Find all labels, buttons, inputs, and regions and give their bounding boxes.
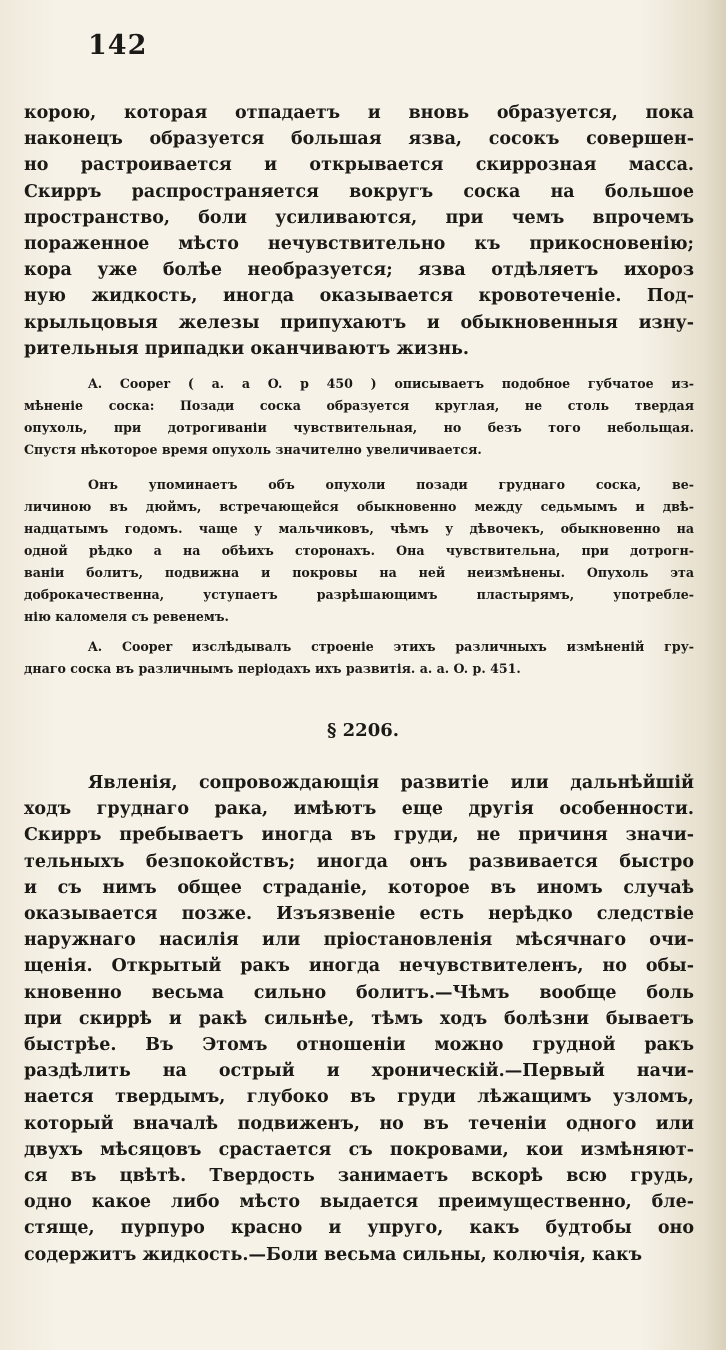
footnote-1 — [24, 373, 694, 461]
text-line: пораженное мѣсто нечувствительно къ прикосновенію; — [24, 234, 694, 255]
text-line: крыльцовыя железы припухаютъ и обыкновенныя изну- — [24, 312, 694, 333]
text-line: содержитъ жидкость.—Боли весьма сильны, колючія, какъ — [24, 1244, 643, 1265]
page-number: 142 — [88, 30, 148, 61]
text-line: быстрѣе. Въ Этомъ отношеніи можно грудной ракъ — [24, 1035, 694, 1056]
text-line: днаго соска въ различнымъ періодахъ ихъ развитія. a. a. O. p. 451. — [24, 661, 521, 676]
text-line: мѣненіе соска: Позади соска образуется круглая, не столь твердая — [24, 398, 694, 413]
text-line: нію каломеля съ ревенемъ. — [24, 609, 229, 624]
text-line: Скирръ распространяется вокругъ соска на большое — [24, 181, 694, 202]
text-line: A. Cooper ( a. a O. p 450 ) описываетъ подобное губчатое из- — [88, 376, 694, 391]
text-line: кора уже болѣе необразуется; язва отдѣляетъ ихороз — [24, 260, 694, 281]
section-heading: § 2206. — [326, 720, 400, 741]
text-line: одно какое либо мѣсто выдается преимущественно, бле- — [24, 1192, 694, 1213]
text-line: наконецъ образуется большая язва, сосокъ совершен- — [24, 129, 694, 150]
text-line: ся въ цвѣтѣ. Твердость занимаетъ вскорѣ всю грудь, — [24, 1166, 694, 1187]
text-line: тельныхъ безпокойствъ; иногда онъ развивается быстро — [24, 851, 694, 872]
text-line: личиною въ дюймъ, встречающейся обыкновенно между седьмымъ и двѣ- — [24, 499, 694, 514]
text-line: стяще, пурпуро красно и упруго, какъ будтобы оно — [24, 1218, 694, 1239]
text-line: пространство, боли усиливаются, при чемъ впрочемъ — [24, 207, 694, 228]
paragraph-main-1 — [24, 100, 694, 362]
text-line: доброкачественна, уступаетъ разрѣшающимъ пластырямъ, употребле- — [24, 587, 694, 602]
footnote-2 — [24, 474, 694, 628]
text-line: одной рѣдко а на обѣихъ сторонахъ. Она чувствительна, при дотрогн- — [24, 543, 694, 558]
text-line: щенія. Открытый ракъ иногда нечувствителенъ, но обы- — [24, 956, 694, 977]
text-line: который вначалѣ подвиженъ, но въ теченіи одного или — [24, 1113, 694, 1134]
text-line: но растроивается и открывается скиррозная масса. — [24, 155, 694, 176]
text-line: A. Cooper изслѣдывалъ строеніе этихъ различныхъ измѣненій гру- — [88, 639, 694, 654]
text-line: корою, которая отпадаетъ и вновь образуется, пока — [24, 103, 694, 123]
text-line: и съ нимъ общее страданіе, которое въ иномъ случаѣ — [24, 877, 694, 898]
text-line: при скиррѣ и ракѣ сильнѣе, тѣмъ ходъ болѣзни бываетъ — [24, 1008, 694, 1029]
text-line: кновенно весьма сильно болитъ.—Чѣмъ вообще боль — [24, 982, 694, 1003]
paragraph-main-2 — [24, 770, 694, 1268]
text-line: Онъ упоминаетъ объ опухоли позади груднаго соска, ве- — [88, 477, 694, 492]
text-line: двухъ мѣсяцовъ срастается съ покровами, кои измѣняют- — [24, 1139, 694, 1160]
text-line: рительныя припадки оканчиваютъ жизнь. — [24, 338, 469, 359]
text-line: Скирръ пребываетъ иногда въ груди, не причиня значи- — [24, 825, 694, 846]
text-line: ходъ груднаго рака, имѣютъ еще другія особенности. — [24, 799, 694, 820]
text-line: ную жидкость, иногда оказывается кровотеченіе. Под- — [24, 286, 694, 307]
text-line: надцатымъ годомъ. чаще у мальчиковъ, чѣмъ у дѣвочекъ, обыкновенно на — [24, 521, 694, 536]
text-line: опухоль, при дотрогиваніи чувствительная, но безъ того небольщая. — [24, 420, 694, 435]
text-line: нается твердымъ, глубоко въ груди лѣжащимъ узломъ, — [24, 1087, 694, 1108]
text-line: наружнаго насилія или пріостановленія мѣсячнаго очи- — [24, 930, 694, 951]
text-line: раздѣлить на острый и хроническій.—Первый начи- — [24, 1061, 694, 1082]
text-line: Спустя нѣкоторое время опухоль значително увеличивается. — [24, 442, 482, 457]
footnote-3 — [24, 636, 694, 680]
text-line: оказывается позже. Изъязвеніе есть нерѣдко следствіе — [24, 904, 694, 925]
text-line: ваніи болитъ, подвижна и покровы на ней неизмѣнены. Опухоль эта — [24, 565, 694, 580]
text-line: Явленія, сопровождающія развитіе или дальнѣйшій — [88, 773, 694, 793]
